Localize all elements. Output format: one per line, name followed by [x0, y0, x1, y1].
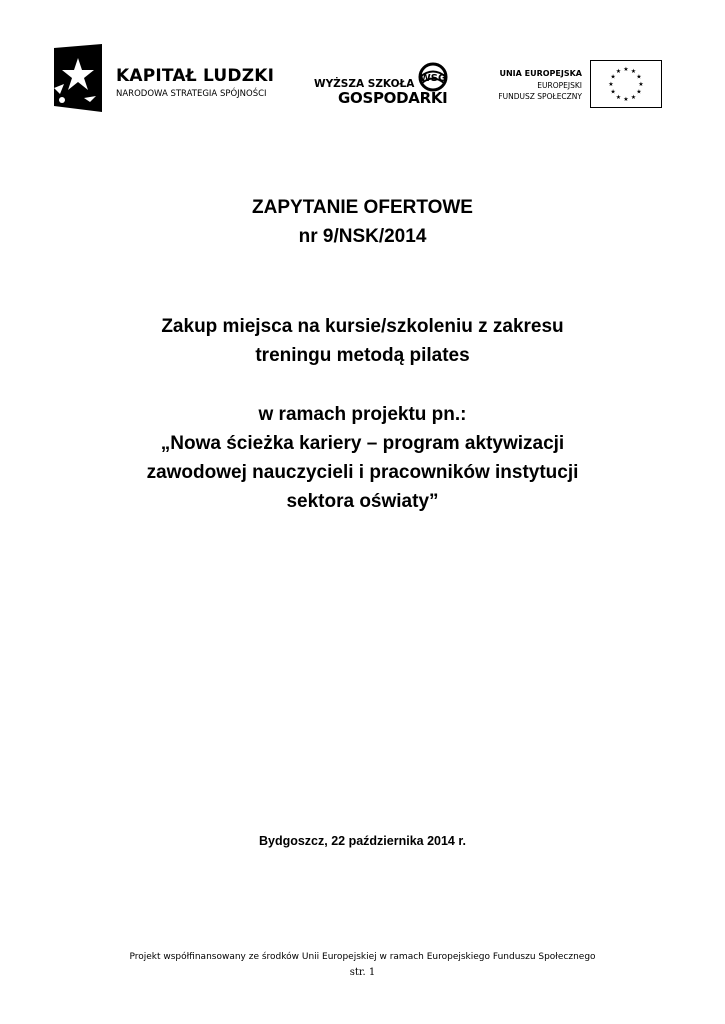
eu-text [498, 68, 582, 102]
eu-star: ★ [630, 93, 637, 101]
wsg-name-line1: WYŻSZA SZKOŁA [314, 78, 415, 90]
subject-line-1: Zakup miejsca na kursie/szkoleniu z zakresu [161, 316, 564, 337]
kapital-ludzki-subtitle: NARODOWA STRATEGIA SPÓJNOŚCI [116, 89, 267, 99]
eu-star: ★ [623, 66, 629, 73]
document-subject [0, 312, 725, 370]
eu-name-line1: UNIA EUROPEJSKA [499, 69, 582, 78]
eu-star: ★ [638, 81, 644, 88]
kapital-ludzki-title: KAPITAŁ LUDZKI [116, 66, 275, 86]
wsg-logo [314, 62, 454, 112]
eu-star: ★ [630, 68, 637, 76]
project-line-1: „Nowa ścieżka kariery – program aktywizacji [160, 433, 565, 454]
eu-name-line2: EUROPEJSKI [537, 81, 582, 90]
kapital-ludzki-star-icon [50, 44, 106, 112]
eu-star: ★ [636, 73, 642, 81]
footer-cofinancing-note: Projekt współfinansowany ze środków Unii Europejskiej w ramach Europejskiego Funduszu Społecznego [129, 952, 596, 962]
wsg-mark-text: WSG [419, 73, 447, 84]
document-title [0, 193, 725, 251]
project-info [0, 400, 725, 516]
eu-stars-flag-icon [590, 60, 662, 108]
footer-page-number: str. 1 [349, 967, 376, 978]
title-line-2: nr 9/NSK/2014 [298, 226, 427, 247]
eu-star: ★ [615, 68, 622, 76]
eu-star: ★ [610, 73, 616, 81]
project-intro: w ramach projektu pn.: [258, 404, 467, 425]
title-line-1: ZAPYTANIE OFERTOWE [252, 197, 473, 218]
eu-star: ★ [636, 88, 642, 96]
wsg-name-line2: GOSPODARKI [338, 89, 448, 107]
eu-star: ★ [623, 96, 629, 103]
kapital-ludzki-logo [50, 44, 290, 112]
eu-star: ★ [610, 88, 616, 96]
eu-star: ★ [615, 93, 622, 101]
place-and-date: Bydgoszcz, 22 października 2014 r. [258, 834, 467, 848]
eu-logo [486, 60, 666, 112]
project-line-3: sektora oświaty” [286, 491, 439, 512]
eu-name-line3: FUNDUSZ SPOŁECZNY [498, 92, 582, 101]
subject-line-2: treningu metodą pilates [255, 345, 470, 366]
wsg-globe-icon [414, 62, 452, 92]
page-header [0, 0, 725, 130]
project-line-2: zawodowej nauczycieli i pracowników instytucji [146, 462, 579, 483]
eu-star: ★ [608, 81, 614, 88]
